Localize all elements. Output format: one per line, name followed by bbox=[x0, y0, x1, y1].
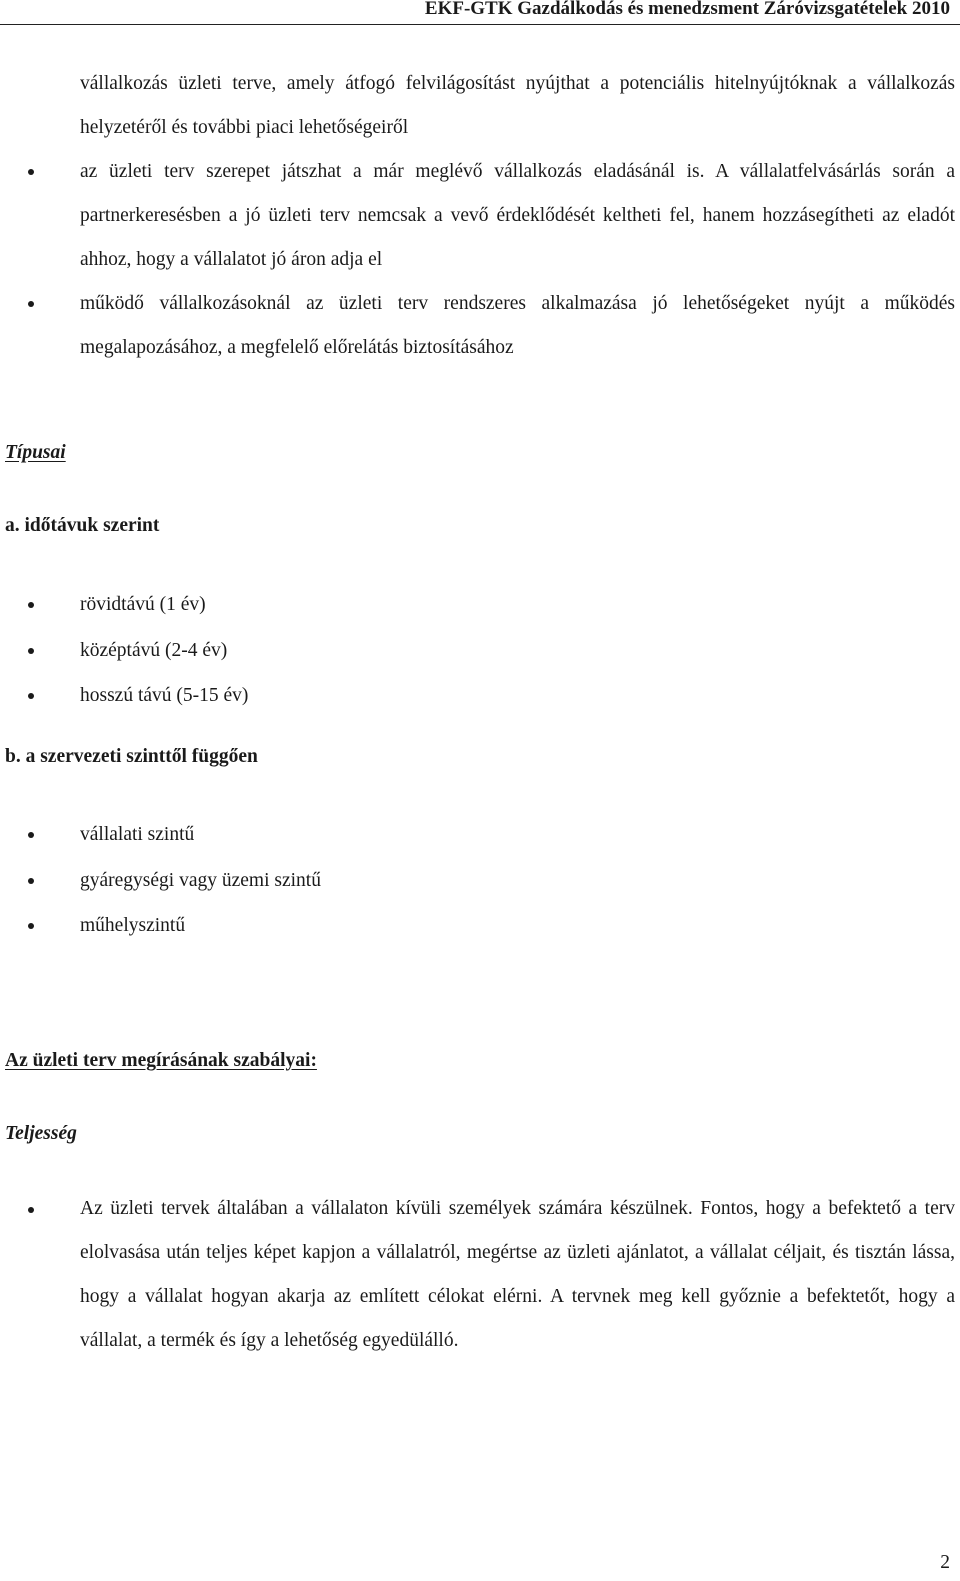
bullet-icon bbox=[28, 832, 34, 838]
list-item bbox=[0, 150, 960, 282]
bullet-icon bbox=[28, 301, 34, 307]
list-item-text: az üzleti terv szerepet játszhat a már meglévő vállalkozás eladásánál is. A vállalatfelvásárlás során a partnerkeresésben a jó üzleti terv nemcsak a vevő érdeklődését keltheti fel, hanem hozzásegítheti az eladót ahhoz, hogy a vállalatot jó áron adja el bbox=[80, 161, 955, 270]
list-item bbox=[0, 858, 960, 904]
list-item-text: gyáregységi vagy üzemi szintű bbox=[80, 869, 321, 891]
list-item bbox=[0, 673, 960, 719]
page-header bbox=[0, 0, 960, 25]
types-a-heading: a. időtávuk szerint bbox=[5, 515, 160, 536]
rules-heading: Az üzleti terv megírásának szabályai: bbox=[5, 1050, 317, 1071]
list-item bbox=[0, 282, 960, 370]
list-item-text: vállalkozás üzleti terve, amely átfogó felvilágosítást nyújthat a potenciális hitelnyújtóknak a vállalkozás helyzetéről és további piaci lehetőségeiről bbox=[80, 73, 955, 138]
types-b-heading: b. a szervezeti szinttől függően bbox=[5, 746, 258, 767]
types-a-list bbox=[0, 582, 960, 719]
intro-list bbox=[0, 62, 960, 370]
list-item-text: hosszú távú (5-15 év) bbox=[80, 685, 249, 706]
types-b-list bbox=[0, 812, 960, 949]
bullet-icon bbox=[28, 1207, 34, 1213]
list-item-text: műhelyszintű bbox=[80, 915, 186, 936]
types-heading: Típusai bbox=[5, 442, 66, 463]
list-item bbox=[0, 903, 960, 949]
bullet-icon bbox=[28, 923, 34, 929]
list-item-text: vállalati szintű bbox=[80, 824, 195, 845]
list-item bbox=[0, 62, 960, 150]
list-item bbox=[0, 1187, 960, 1363]
rules-list bbox=[0, 1187, 960, 1363]
bullet-icon bbox=[28, 693, 34, 699]
bullet-icon bbox=[28, 169, 34, 175]
list-item bbox=[0, 812, 960, 858]
list-item-text: működő vállalkozásoknál az üzleti terv rendszeres alkalmazása jó lehetőségeket nyújt a működés megalapozásához, a megfelelő előrelátás biztosításához bbox=[80, 293, 955, 358]
list-item-text: rövidtávú (1 év) bbox=[80, 594, 206, 615]
bullet-icon bbox=[28, 602, 34, 608]
page-number: 2 bbox=[940, 1552, 950, 1573]
list-item-text: Az üzleti tervek általában a vállalaton kívüli személyek számára készülnek. Fontos, hogy a befektető a terv elolvasása után teljes képet kapjon a vállalatról, megértse az üzleti ajánlatot, a vállalat céljait, és tisztán lássa, hogy a vállalat hogyan akarja az említett célokat elérni. A tervnek meg kell győznie a befektetőt, hogy a vállalat, a termék és így a lehetőség egyedülálló. bbox=[80, 1198, 955, 1351]
list-item bbox=[0, 628, 960, 674]
list-item-text: középtávú (2-4 év) bbox=[80, 639, 228, 661]
rules-sub-heading: Teljesség bbox=[5, 1123, 77, 1144]
header-title: EKF-GTK Gazdálkodás és menedzsment Záróvizsgatételek 2010 bbox=[424, 0, 950, 19]
list-item bbox=[0, 582, 960, 628]
bullet-icon bbox=[28, 648, 34, 654]
bullet-icon bbox=[28, 878, 34, 884]
